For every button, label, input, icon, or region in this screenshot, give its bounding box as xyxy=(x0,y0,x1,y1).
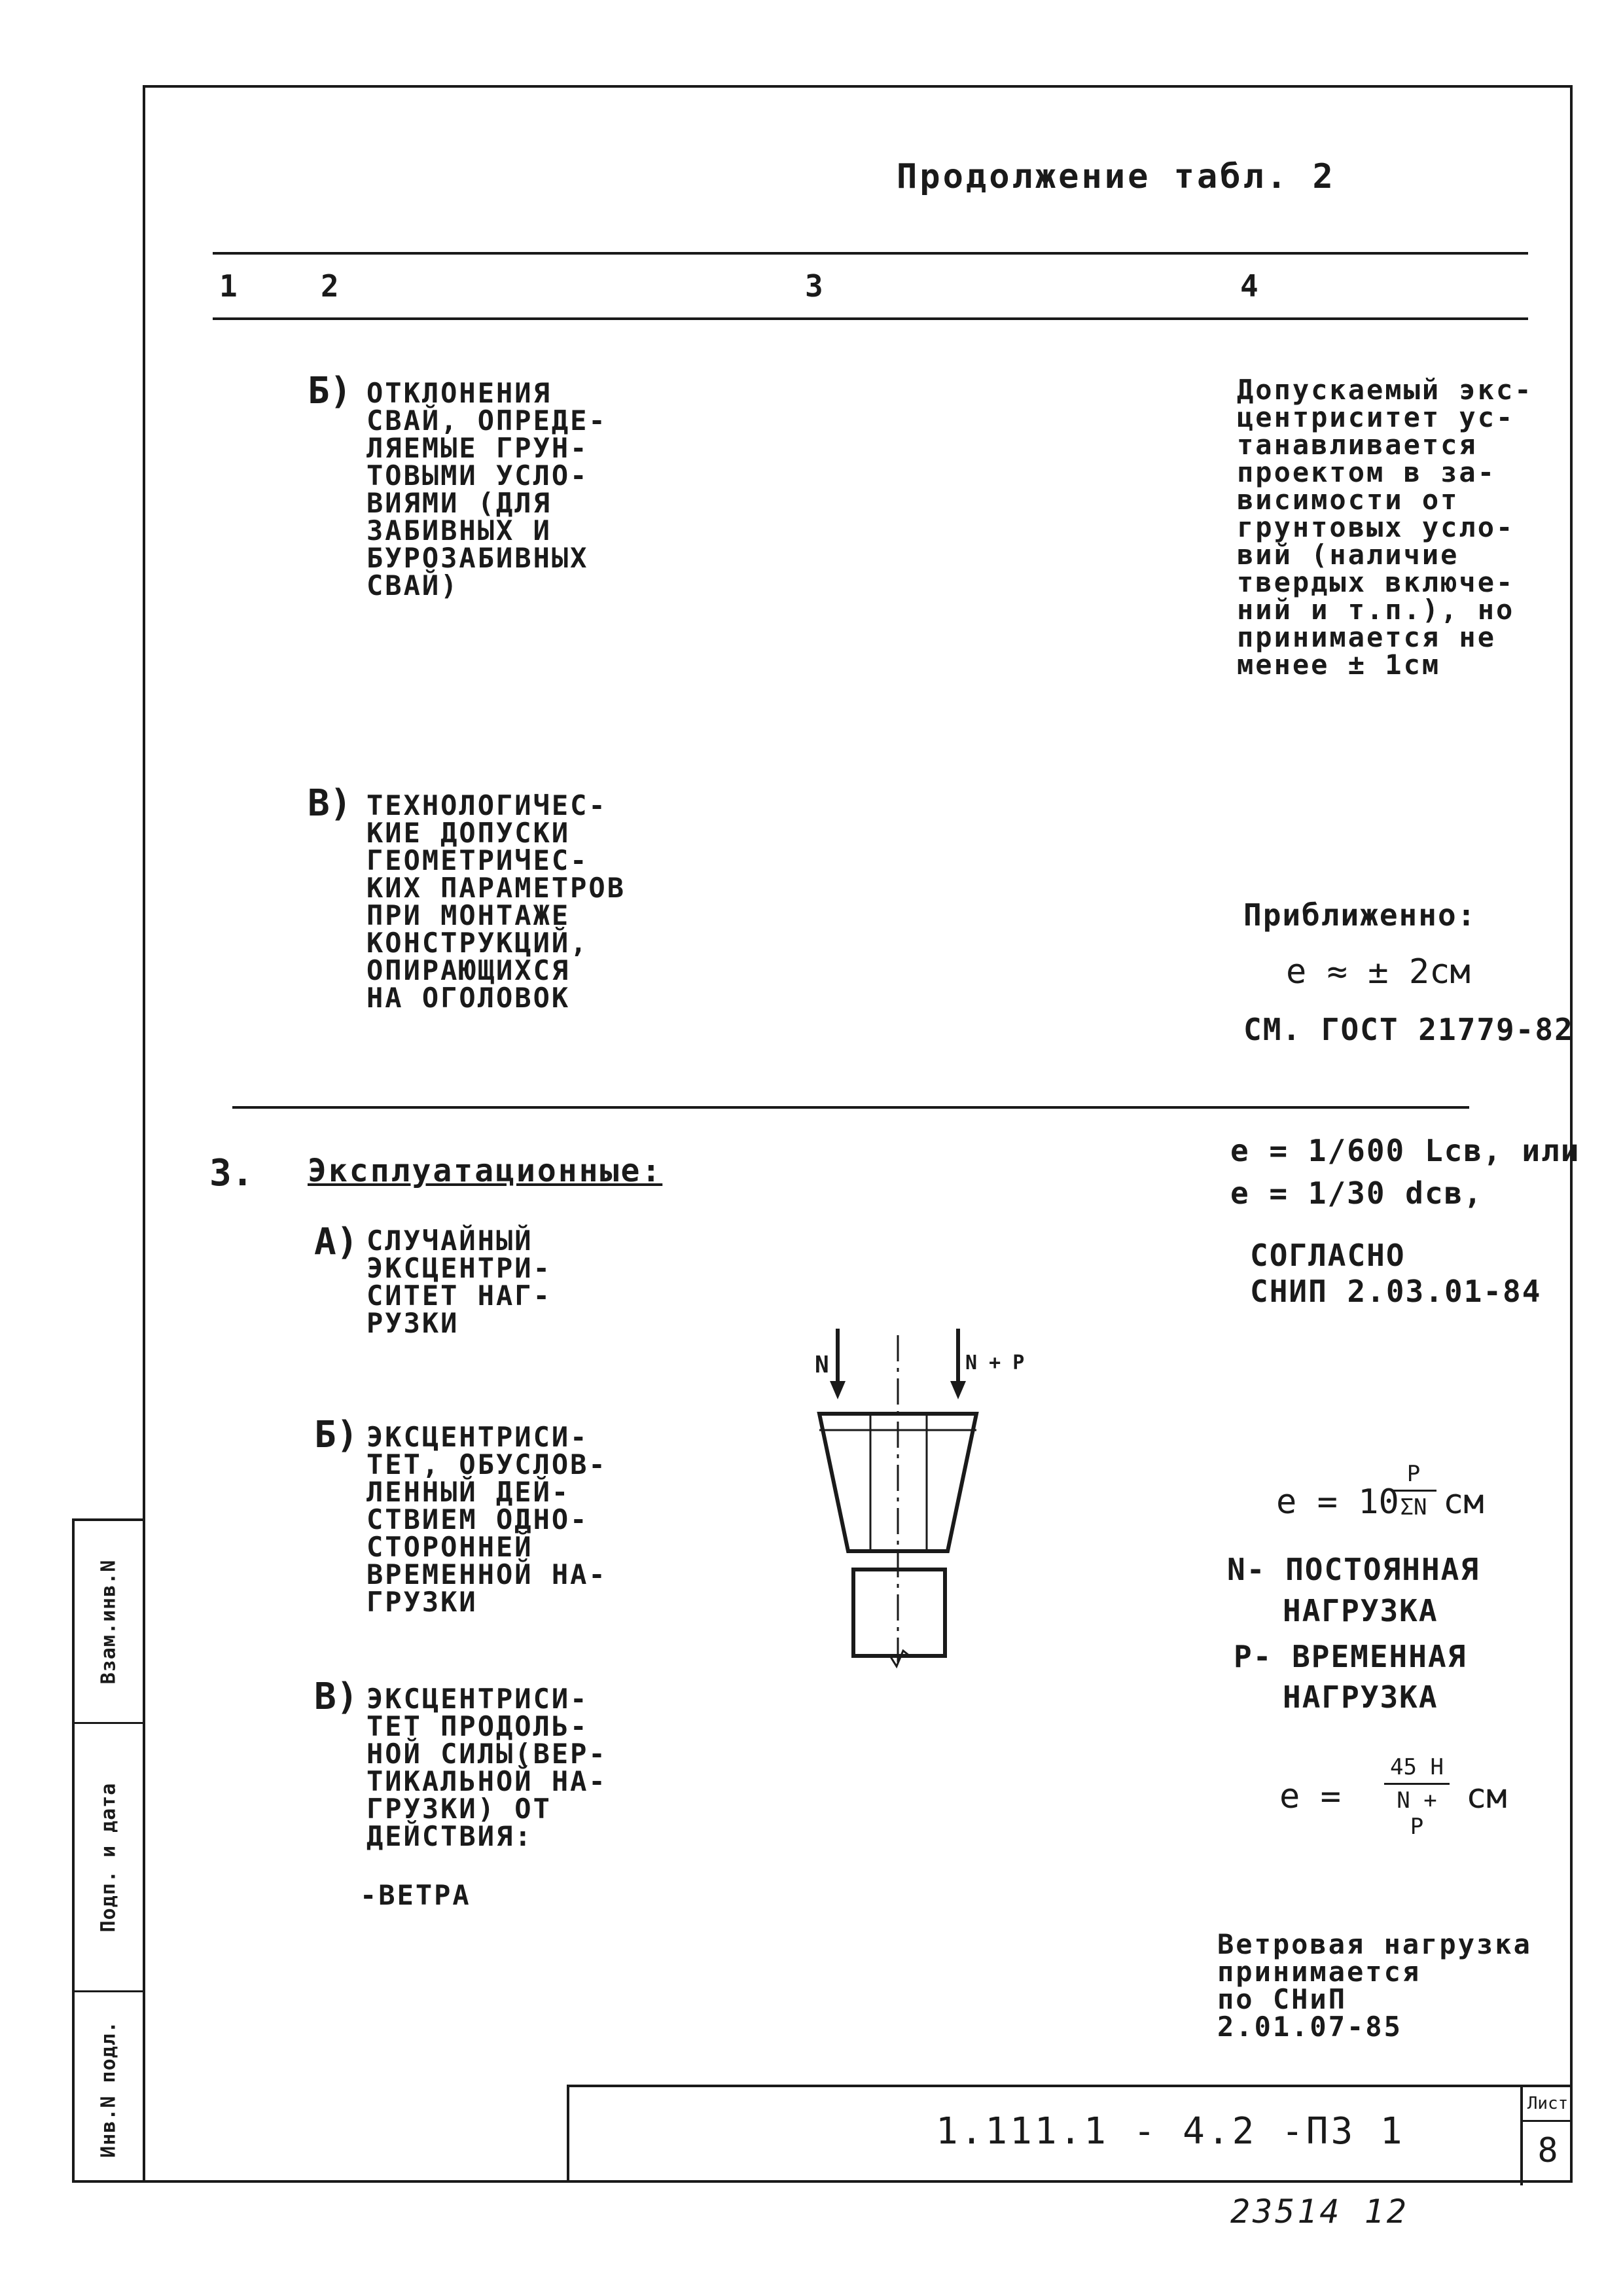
column-header-4: 4 xyxy=(1240,268,1258,304)
section3a-formula-2: e = 1/30 dсв, xyxy=(1230,1175,1484,1211)
sheet-label: Лист xyxy=(1523,2087,1573,2122)
table-header-bottom-rule xyxy=(213,317,1528,320)
column-header-1: 1 xyxy=(219,268,238,304)
column-header-3: 3 xyxy=(805,268,823,304)
legend-n-label: N- ПОСТОЯННАЯ xyxy=(1227,1552,1480,1587)
row-b-requirement: Допускаемый экс- центриситет ус- танавливается проектом в за- висимости от грунтовых усло- вий (наличие твердых включе- ний и т.п.), но принимается не менее ± 1см xyxy=(1237,374,1533,681)
section3a-formula-1: e = 1/600 Lсв, или xyxy=(1230,1133,1580,1168)
legend-p-label: P- ВРЕМЕННАЯ xyxy=(1234,1639,1467,1674)
wind-load-note: Ветровая нагрузка принимается по СНиП 2.01.07-85 xyxy=(1217,1928,1532,2043)
diagram-label-n: N xyxy=(815,1352,829,1378)
side-label-signature: Подп. и дата xyxy=(97,1782,120,1932)
row-v-description: ТЕХНОЛОГИЧЕС- КИЕ ДОПУСКИ ГЕОМЕТРИЧЕС- КИХ ПАРАМЕТРОВ ПРИ МОНТАЖЕ КОНСТРУКЦИЙ, ОПИРАЮЩИХСЯ НА ОГОЛОВОК xyxy=(366,789,626,1014)
section3a-reference-label: СОГЛАСНО xyxy=(1250,1238,1406,1273)
table-header-top-rule xyxy=(213,252,1528,255)
formula-b-unit: см xyxy=(1443,1482,1484,1522)
title-block xyxy=(567,2085,1573,2183)
document-code: 1.111.1 - 4.2 -ПЗ 1 xyxy=(936,2110,1405,2153)
formula-v-fraction xyxy=(1384,1754,1450,1840)
side-label-inventory: Инв.N подл. xyxy=(97,2020,120,2158)
diagram-label-np: N + P xyxy=(965,1352,1025,1374)
formula-b-numerator: P xyxy=(1406,1461,1421,1487)
row-b-description: ОТКЛОНЕНИЯ СВАЙ, ОПРЕДЕ- ЛЯЕМЫЕ ГРУН- ТОВЫМИ УСЛО- ВИЯМИ (ДЛЯ ЗАБИВНЫХ И БУРОЗАБИВНЫХ СВАЙ) xyxy=(366,377,607,601)
section3a-description: СЛУЧАЙНЫЙ ЭКСЦЕНТРИ- СИТЕТ НАГ- РУЗКИ xyxy=(366,1225,552,1339)
section3-title: Эксплуатационные: xyxy=(308,1153,663,1189)
archive-number: 23514 12 xyxy=(1230,2193,1409,2231)
section3b-letter: Б) xyxy=(314,1414,359,1456)
section3v-letter: В) xyxy=(314,1676,359,1718)
row-v-approx-value: e ≈ ± 2см xyxy=(1286,952,1471,992)
formula-v-numerator: 45 H xyxy=(1390,1754,1444,1780)
formula-b-bar xyxy=(1391,1490,1436,1492)
row-v-approx-label: Приближенно: xyxy=(1243,897,1477,933)
section3-number: 3. xyxy=(209,1152,254,1194)
section3b-description: ЭКСЦЕНТРИСИ- ТЕТ, ОБУСЛОВ- ЛЕННЫЙ ДЕЙ- СТВИЕМ ОДНО- СТОРОННЕЙ ВРЕМЕННОЙ НА- ГРУЗКИ xyxy=(366,1421,607,1618)
pile-shaft xyxy=(853,1570,945,1656)
formula-v-bar xyxy=(1384,1783,1450,1785)
legend-p-desc: НАГРУЗКА xyxy=(1283,1679,1438,1715)
load-arrow-n-head xyxy=(830,1381,846,1399)
section3v-wind-item: -ВЕТРА xyxy=(360,1879,471,1911)
section-divider-rule xyxy=(232,1106,1469,1109)
side-cell-replacement xyxy=(75,1521,143,1724)
row-b-letter: Б) xyxy=(308,370,352,412)
sheet-box xyxy=(1520,2087,1573,2185)
sheet-number: 8 xyxy=(1537,2131,1558,2170)
formula-b-denominator: ΣN xyxy=(1400,1494,1427,1520)
continuation-heading: Продолжение табл. 2 xyxy=(897,157,1336,196)
formula-b-lhs: e = 10 xyxy=(1276,1482,1399,1522)
side-label-replacement: Взам.инв.N xyxy=(97,1559,120,1684)
formula-v-lhs: e = xyxy=(1279,1777,1341,1816)
formula-v-denominator: N + P xyxy=(1397,1787,1437,1840)
formula-v-unit: см xyxy=(1466,1777,1507,1816)
side-stamp-strip xyxy=(72,1518,143,2183)
side-cell-signature xyxy=(75,1724,143,1992)
pile-break-mark xyxy=(890,1651,910,1666)
formula-b-fraction xyxy=(1391,1461,1436,1520)
section3a-reference-code: СНИП 2.03.01-84 xyxy=(1250,1274,1542,1309)
side-cell-inventory xyxy=(75,1992,143,2185)
load-arrow-np-head xyxy=(950,1381,966,1399)
row-v-letter: В) xyxy=(308,782,352,825)
section3a-letter: А) xyxy=(314,1221,359,1263)
section3v-description: ЭКСЦЕНТРИСИ- ТЕТ ПРОДОЛЬ- НОЙ СИЛЫ(ВЕР- ТИКАЛЬНОЙ НА- ГРУЗКИ) ОТ ДЕЙСТВИЯ: xyxy=(366,1683,607,1852)
legend-n-desc: НАГРУЗКА xyxy=(1283,1593,1438,1628)
row-v-standard-ref: СМ. ГОСТ 21779-82 xyxy=(1243,1012,1574,1047)
column-header-2: 2 xyxy=(321,268,339,304)
